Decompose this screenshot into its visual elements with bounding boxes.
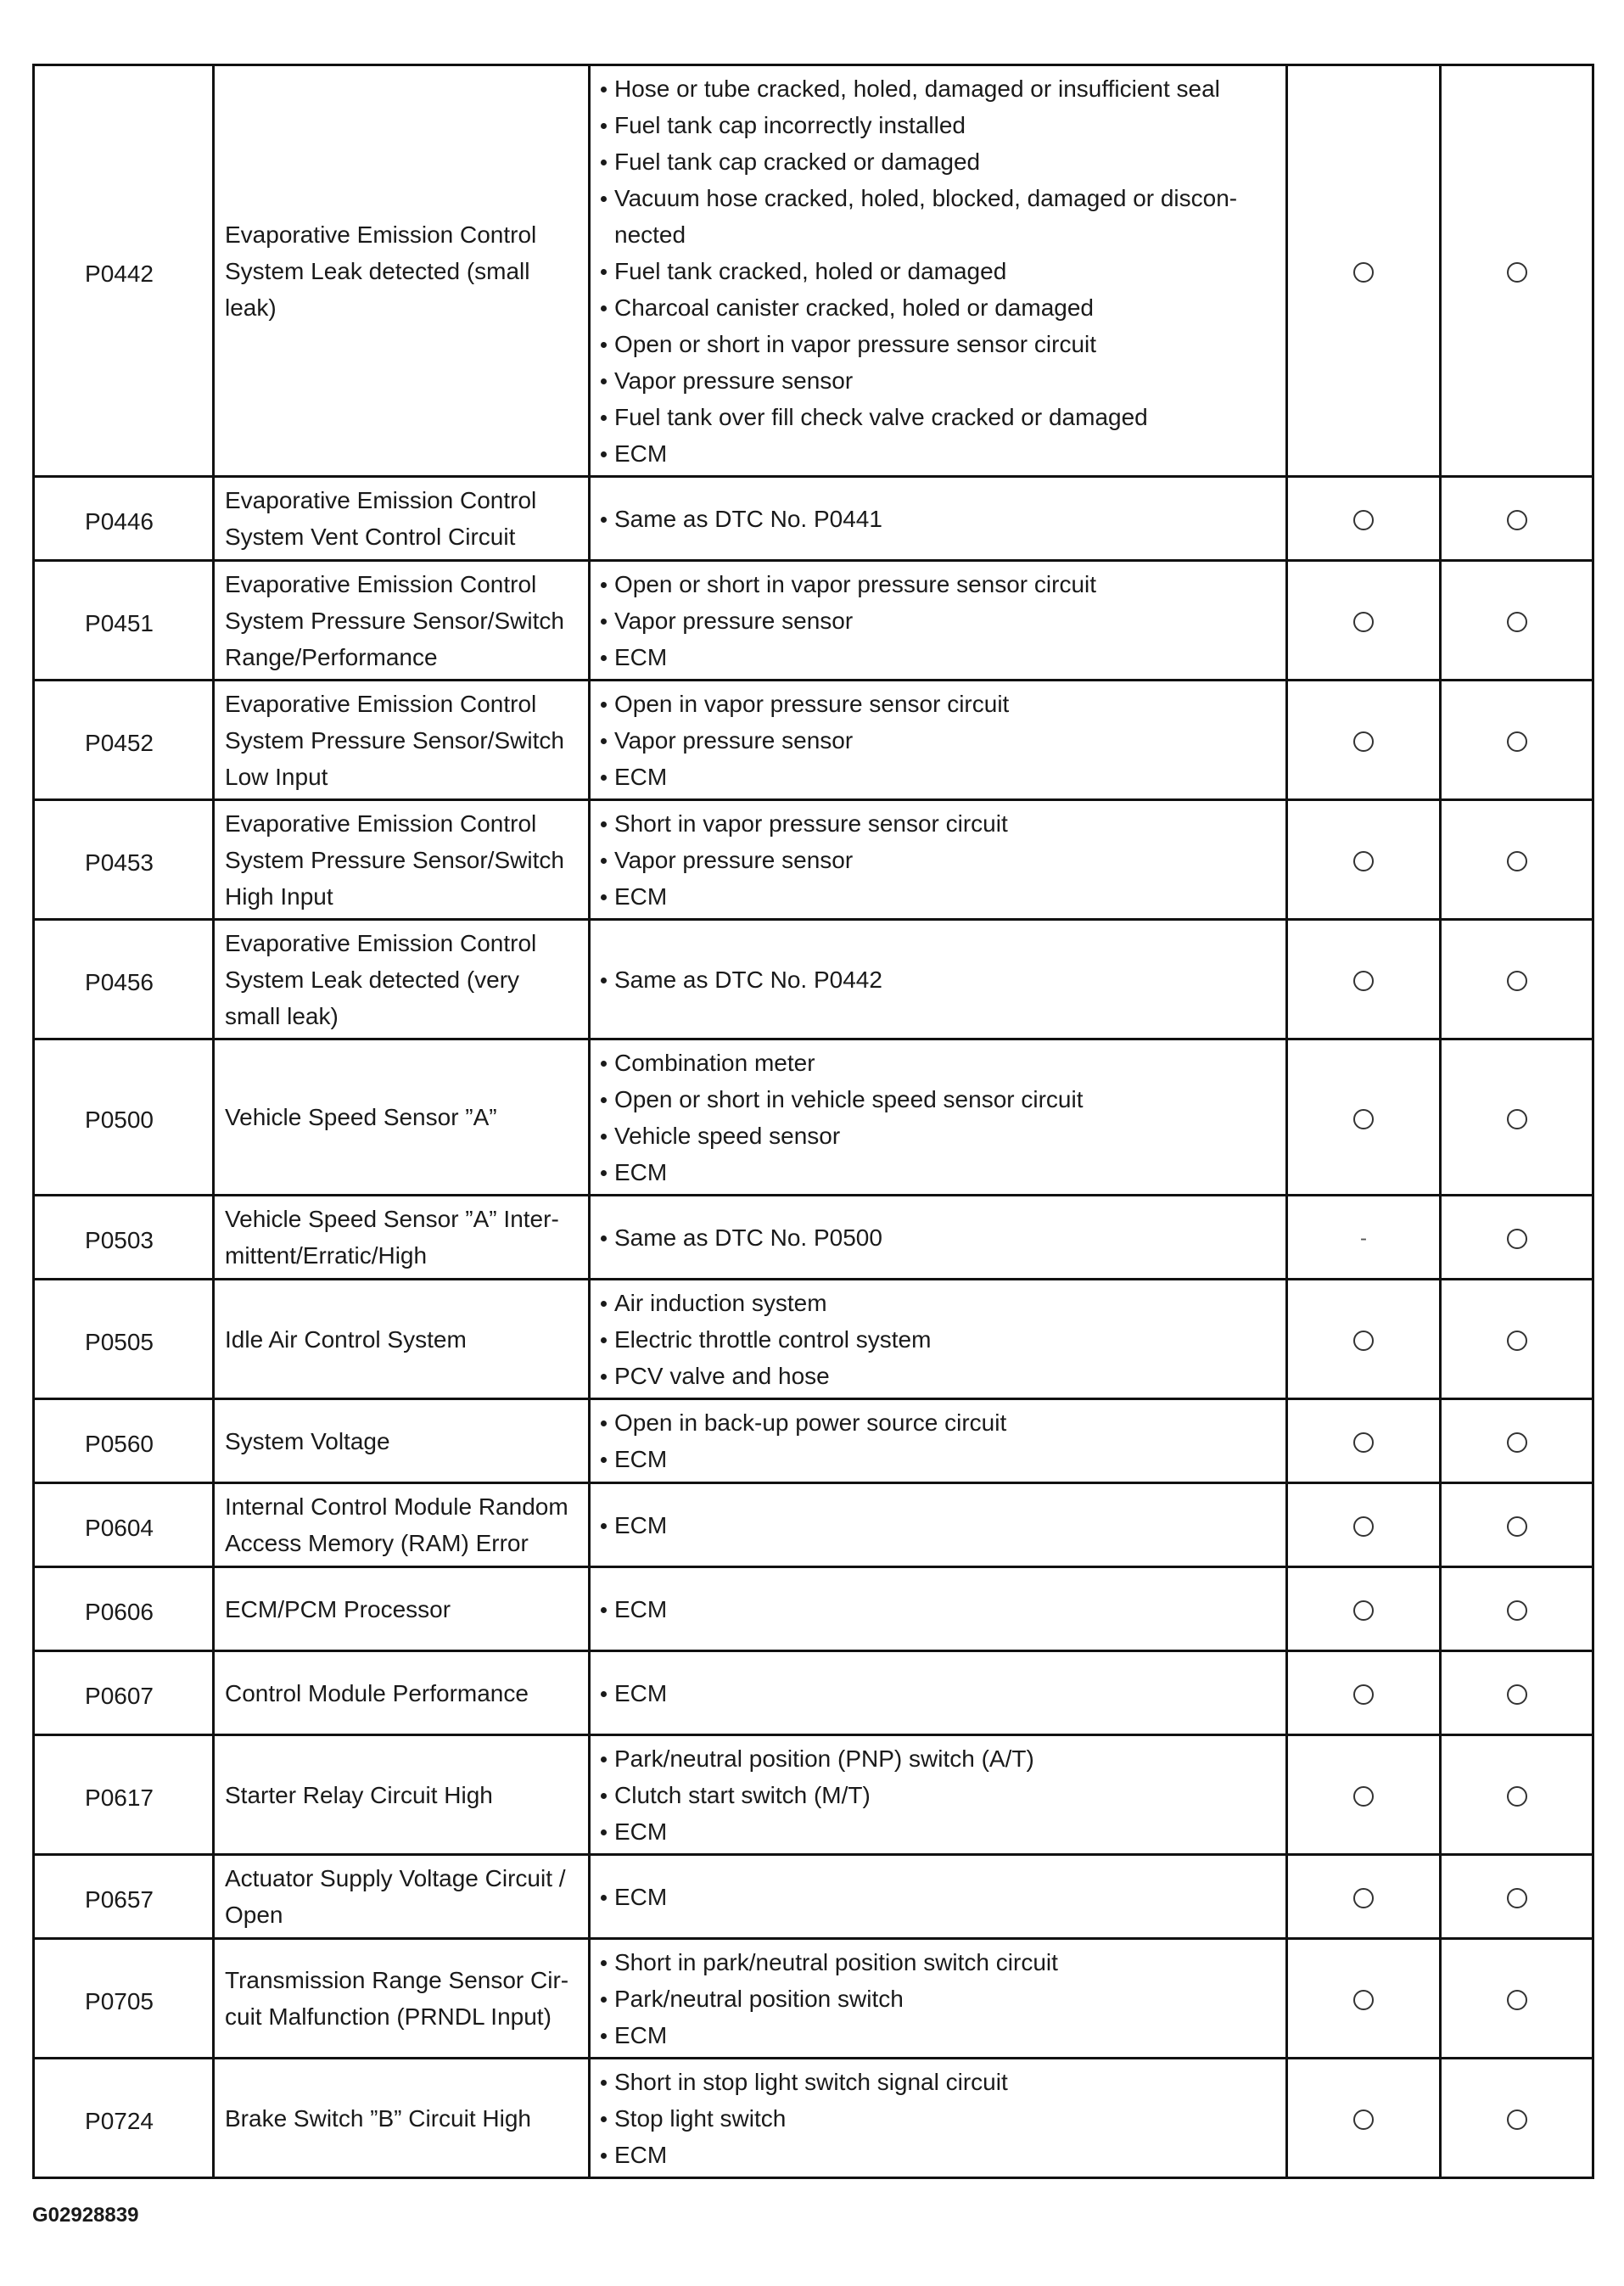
circle-mark-icon — [1507, 1432, 1527, 1453]
memory-cell — [1441, 1039, 1593, 1196]
circle-mark-icon — [1353, 1516, 1374, 1537]
dtc-code-cell — [34, 2059, 214, 2178]
trouble-area-list — [599, 1879, 1279, 1915]
trouble-area-item: Vapor pressure sensor — [599, 842, 1279, 878]
trouble-area-item: Vehicle speed sensor — [599, 1118, 1279, 1154]
detection-item: Brake Switch ”B” Circuit High — [214, 2059, 590, 2178]
dtc-code-cell — [34, 65, 214, 477]
table-row — [34, 800, 1593, 920]
circle-mark-icon — [1507, 1888, 1527, 1908]
table-row — [34, 920, 1593, 1039]
trouble-area-cell — [590, 1039, 1287, 1196]
trouble-area-item: ECM — [599, 878, 1279, 915]
dtc-code: P0451 — [85, 609, 154, 636]
circle-mark-icon — [1353, 2110, 1374, 2130]
detection-item: Evaporative Emission Control System Pressure Sensor/Switch Range/Performance — [214, 561, 590, 681]
trouble-area-cell — [590, 1939, 1287, 2059]
table-row — [34, 681, 1593, 800]
trouble-area-cell — [590, 1196, 1287, 1280]
mil-cell — [1287, 800, 1441, 920]
mil-cell — [1287, 1196, 1441, 1280]
trouble-area-item: Vapor pressure sensor — [599, 362, 1279, 399]
trouble-area-list — [599, 501, 1279, 537]
circle-mark-icon — [1353, 1331, 1374, 1351]
dtc-code: P0657 — [85, 1885, 154, 1913]
mil-cell — [1287, 1399, 1441, 1483]
trouble-area-list — [599, 961, 1279, 998]
trouble-area-cell — [590, 1280, 1287, 1399]
table-row — [34, 1651, 1593, 1735]
trouble-area-list — [599, 1285, 1279, 1394]
circle-mark-icon — [1353, 510, 1374, 530]
detection-item: System Voltage — [214, 1399, 590, 1483]
trouble-area-item: Fuel tank cap incorrectly installed — [599, 107, 1279, 143]
mil-cell — [1287, 1855, 1441, 1939]
trouble-area-item: Vapor pressure sensor — [599, 722, 1279, 759]
trouble-area-item: Stop light switch — [599, 2100, 1279, 2137]
trouble-area-item: Same as DTC No. P0500 — [599, 1219, 1279, 1256]
trouble-area-item: Short in vapor pressure sensor circuit — [599, 805, 1279, 842]
dtc-code: P0607 — [85, 1682, 154, 1709]
trouble-area-item: ECM — [599, 1441, 1279, 1477]
trouble-area-list — [599, 566, 1279, 675]
circle-mark-icon — [1507, 1516, 1527, 1537]
dtc-code-cell — [34, 1280, 214, 1399]
circle-mark-icon — [1353, 1786, 1374, 1807]
trouble-area-item: Short in stop light switch signal circuit — [599, 2064, 1279, 2100]
mil-cell — [1287, 1735, 1441, 1855]
dtc-code-cell — [34, 477, 214, 561]
trouble-area-item: Charcoal canister cracked, holed or damaged — [599, 289, 1279, 326]
dtc-code-cell — [34, 1567, 214, 1651]
trouble-area-item: Short in park/neutral position switch circuit — [599, 1944, 1279, 1981]
trouble-area-item: Fuel tank cracked, holed or damaged — [599, 253, 1279, 289]
trouble-area-cell — [590, 1483, 1287, 1567]
mil-cell — [1287, 681, 1441, 800]
trouble-area-item: Vacuum hose cracked, holed, blocked, damaged or discon-nected — [599, 180, 1279, 253]
memory-cell — [1441, 1939, 1593, 2059]
circle-mark-icon — [1507, 612, 1527, 632]
memory-cell — [1441, 561, 1593, 681]
memory-cell — [1441, 2059, 1593, 2178]
trouble-area-item: ECM — [599, 2017, 1279, 2053]
circle-mark-icon — [1507, 1786, 1527, 1807]
trouble-area-item: ECM — [599, 1591, 1279, 1628]
table-row — [34, 1399, 1593, 1483]
trouble-area-item: Fuel tank over fill check valve cracked or damaged — [599, 399, 1279, 435]
detection-item: Starter Relay Circuit High — [214, 1735, 590, 1855]
circle-mark-icon — [1507, 1331, 1527, 1351]
trouble-area-list — [599, 1740, 1279, 1850]
dtc-table-body — [34, 65, 1593, 2178]
trouble-area-item: ECM — [599, 1813, 1279, 1850]
table-row — [34, 2059, 1593, 2178]
circle-mark-icon — [1507, 971, 1527, 991]
detection-item: Actuator Supply Voltage Circuit / Open — [214, 1855, 590, 1939]
memory-cell — [1441, 920, 1593, 1039]
mil-cell — [1287, 477, 1441, 561]
detection-item: Evaporative Emission Control System Pressure Sensor/Switch High Input — [214, 800, 590, 920]
mil-cell — [1287, 65, 1441, 477]
trouble-area-item: Combination meter — [599, 1045, 1279, 1081]
trouble-area-list — [599, 805, 1279, 915]
dtc-code-cell — [34, 1483, 214, 1567]
trouble-area-cell — [590, 477, 1287, 561]
dtc-code: P0606 — [85, 1598, 154, 1625]
mil-cell — [1287, 1039, 1441, 1196]
memory-cell — [1441, 1483, 1593, 1567]
circle-mark-icon — [1353, 1600, 1374, 1621]
circle-mark-icon — [1353, 971, 1374, 991]
trouble-area-item: Air induction system — [599, 1285, 1279, 1321]
dtc-code: P0724 — [85, 2107, 154, 2134]
table-row — [34, 1039, 1593, 1196]
circle-mark-icon — [1507, 510, 1527, 530]
dtc-code-cell — [34, 1855, 214, 1939]
trouble-area-list — [599, 1944, 1279, 2053]
trouble-area-cell — [590, 920, 1287, 1039]
circle-mark-icon — [1507, 731, 1527, 752]
trouble-area-item: ECM — [599, 1507, 1279, 1544]
dtc-table — [32, 64, 1594, 2179]
mil-cell — [1287, 2059, 1441, 2178]
trouble-area-item: Park/neutral position (PNP) switch (A/T) — [599, 1740, 1279, 1777]
trouble-area-list — [599, 1404, 1279, 1477]
dash-mark: - — [1360, 1226, 1367, 1250]
memory-cell — [1441, 1651, 1593, 1735]
dtc-code: P0705 — [85, 1987, 154, 2014]
mil-cell — [1287, 1567, 1441, 1651]
memory-cell — [1441, 1196, 1593, 1280]
circle-mark-icon — [1353, 851, 1374, 871]
trouble-area-cell — [590, 800, 1287, 920]
dtc-code-cell — [34, 681, 214, 800]
table-row — [34, 1735, 1593, 1855]
trouble-area-item: Clutch start switch (M/T) — [599, 1777, 1279, 1813]
trouble-area-item: Open in back-up power source circuit — [599, 1404, 1279, 1441]
dtc-code: P0500 — [85, 1107, 154, 1133]
dtc-code: P0503 — [85, 1226, 154, 1253]
trouble-area-item: Same as DTC No. P0442 — [599, 961, 1279, 998]
memory-cell — [1441, 1567, 1593, 1651]
trouble-area-item: PCV valve and hose — [599, 1358, 1279, 1394]
trouble-area-item: Park/neutral position switch — [599, 1981, 1279, 2017]
detection-item: Evaporative Emission Control System Pressure Sensor/Switch Low Input — [214, 681, 590, 800]
table-row — [34, 65, 1593, 477]
trouble-area-cell — [590, 2059, 1287, 2178]
circle-mark-icon — [1353, 1109, 1374, 1129]
trouble-area-cell — [590, 1567, 1287, 1651]
dtc-code-cell — [34, 920, 214, 1039]
trouble-area-cell — [590, 1651, 1287, 1735]
trouble-area-cell — [590, 1735, 1287, 1855]
dtc-code-cell — [34, 1735, 214, 1855]
trouble-area-item: Open or short in vapor pressure sensor circuit — [599, 326, 1279, 362]
dtc-code: P0456 — [85, 968, 154, 995]
circle-mark-icon — [1507, 1229, 1527, 1249]
circle-mark-icon — [1507, 1600, 1527, 1621]
mil-cell — [1287, 1483, 1441, 1567]
trouble-area-item: ECM — [599, 2137, 1279, 2173]
dtc-code-cell — [34, 561, 214, 681]
trouble-area-item: Electric throttle control system — [599, 1321, 1279, 1358]
memory-cell — [1441, 1735, 1593, 1855]
trouble-area-cell — [590, 561, 1287, 681]
mil-cell — [1287, 1939, 1441, 2059]
trouble-area-list — [599, 70, 1279, 472]
trouble-area-item: Hose or tube cracked, holed, damaged or insufficient seal — [599, 70, 1279, 107]
table-row — [34, 1855, 1593, 1939]
circle-mark-icon — [1507, 1990, 1527, 2010]
memory-cell — [1441, 800, 1593, 920]
detection-item: Internal Control Module Random Access Memory (RAM) Error — [214, 1483, 590, 1567]
trouble-area-item: Fuel tank cap cracked or damaged — [599, 143, 1279, 180]
circle-mark-icon — [1507, 2110, 1527, 2130]
table-row — [34, 477, 1593, 561]
dtc-code-cell — [34, 1651, 214, 1735]
trouble-area-item: Vapor pressure sensor — [599, 602, 1279, 639]
circle-mark-icon — [1507, 262, 1527, 283]
figure-id: G02928839 — [32, 2204, 139, 2227]
circle-mark-icon — [1507, 1109, 1527, 1129]
trouble-area-list — [599, 686, 1279, 795]
circle-mark-icon — [1353, 612, 1374, 632]
dtc-code-cell — [34, 1196, 214, 1280]
detection-item: Evaporative Emission Control System Leak detected (small leak) — [214, 65, 590, 477]
detection-item: Vehicle Speed Sensor ”A” — [214, 1039, 590, 1196]
memory-cell — [1441, 681, 1593, 800]
trouble-area-item: Open in vapor pressure sensor circuit — [599, 686, 1279, 722]
dtc-code-cell — [34, 800, 214, 920]
dtc-code-cell — [34, 1039, 214, 1196]
dtc-code-cell — [34, 1939, 214, 2059]
trouble-area-list — [599, 1045, 1279, 1191]
memory-cell — [1441, 65, 1593, 477]
detection-item: Idle Air Control System — [214, 1280, 590, 1399]
mil-cell — [1287, 1651, 1441, 1735]
memory-cell — [1441, 1855, 1593, 1939]
detection-item: Control Module Performance — [214, 1651, 590, 1735]
trouble-area-item: ECM — [599, 639, 1279, 675]
mil-cell — [1287, 561, 1441, 681]
table-row — [34, 1567, 1593, 1651]
trouble-area-list — [599, 2064, 1279, 2173]
dtc-code: P0505 — [85, 1328, 154, 1355]
circle-mark-icon — [1353, 1684, 1374, 1705]
detection-item: Vehicle Speed Sensor ”A” Inter-mittent/Erratic/High — [214, 1196, 590, 1280]
trouble-area-cell — [590, 1399, 1287, 1483]
dtc-code-cell — [34, 1399, 214, 1483]
circle-mark-icon — [1353, 1888, 1374, 1908]
detection-item: Evaporative Emission Control System Vent Control Circuit — [214, 477, 590, 561]
trouble-area-list — [599, 1675, 1279, 1712]
circle-mark-icon — [1507, 851, 1527, 871]
dtc-code: P0604 — [85, 1514, 154, 1541]
trouble-area-item: Open or short in vehicle speed sensor circuit — [599, 1081, 1279, 1118]
table-row — [34, 1280, 1593, 1399]
memory-cell — [1441, 1399, 1593, 1483]
circle-mark-icon — [1353, 1990, 1374, 2010]
memory-cell — [1441, 1280, 1593, 1399]
circle-mark-icon — [1353, 731, 1374, 752]
dtc-code: P0453 — [85, 849, 154, 876]
trouble-area-cell — [590, 1855, 1287, 1939]
memory-cell — [1441, 477, 1593, 561]
mil-cell — [1287, 920, 1441, 1039]
table-row — [34, 1939, 1593, 2059]
table-row — [34, 1483, 1593, 1567]
trouble-area-item: Same as DTC No. P0441 — [599, 501, 1279, 537]
table-row — [34, 561, 1593, 681]
dtc-code: P0452 — [85, 729, 154, 756]
dtc-code: P0617 — [85, 1784, 154, 1811]
trouble-area-cell — [590, 681, 1287, 800]
detection-item: ECM/PCM Processor — [214, 1567, 590, 1651]
trouble-area-list — [599, 1591, 1279, 1628]
trouble-area-cell — [590, 65, 1287, 477]
trouble-area-item: ECM — [599, 1879, 1279, 1915]
trouble-area-list — [599, 1219, 1279, 1256]
trouble-area-item: Open or short in vapor pressure sensor circuit — [599, 566, 1279, 602]
table-row — [34, 1196, 1593, 1280]
dtc-code: P0560 — [85, 1430, 154, 1457]
circle-mark-icon — [1507, 1684, 1527, 1705]
detection-item: Transmission Range Sensor Cir-cuit Malfunction (PRNDL Input) — [214, 1939, 590, 2059]
trouble-area-item: ECM — [599, 1675, 1279, 1712]
detection-item: Evaporative Emission Control System Leak detected (very small leak) — [214, 920, 590, 1039]
trouble-area-item: ECM — [599, 759, 1279, 795]
dtc-code: P0446 — [85, 507, 154, 535]
trouble-area-list — [599, 1507, 1279, 1544]
mil-cell — [1287, 1280, 1441, 1399]
trouble-area-item: ECM — [599, 435, 1279, 472]
trouble-area-item: ECM — [599, 1154, 1279, 1191]
dtc-code: P0442 — [85, 260, 154, 287]
circle-mark-icon — [1353, 1432, 1374, 1453]
circle-mark-icon — [1353, 262, 1374, 283]
